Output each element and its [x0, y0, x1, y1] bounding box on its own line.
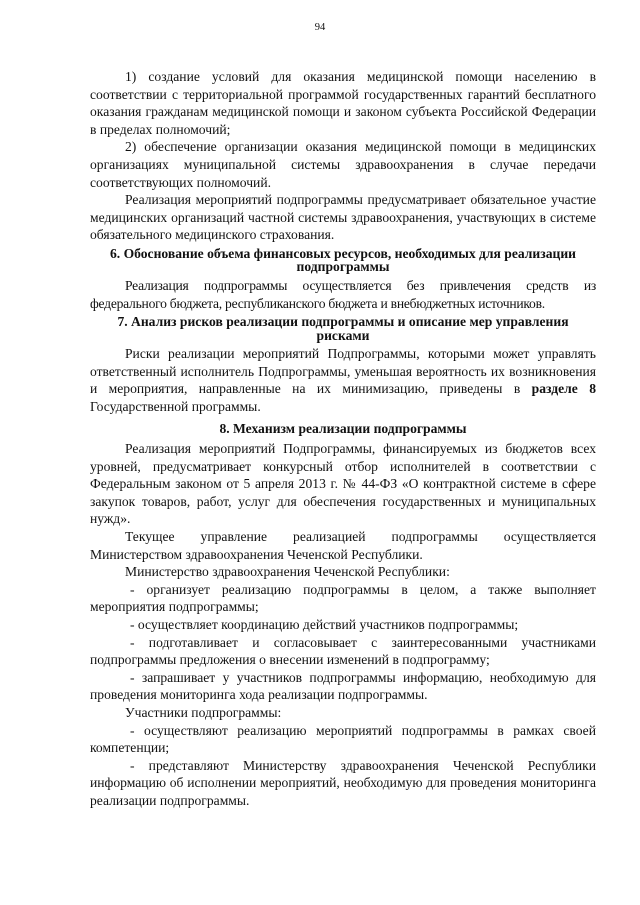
document-body	[90, 68, 596, 809]
paragraph-item-2: 2) обеспечение организации оказания медицинской помощи в медицинских организациях муниципальной системы здравоохранения в случае передачи соответствующих полномочий.	[90, 139, 596, 190]
section-6-heading: 6. Обоснование объема финансовых ресурсов, необходимых для реализации подпрограммы	[109, 245, 577, 275]
paragraph-ministry-intro: Министерство здравоохранения Чеченской Республики:	[125, 564, 450, 580]
participants-duty-report: - представляют Министерству здравоохранения Чеченской Республики информацию об исполнении мероприятий, необходимую для проведения мониторинга реализации подпрограммы.	[90, 757, 596, 808]
risks-text-end: Государственной программы.	[90, 398, 261, 414]
section-8-heading: 8. Механизм реализации подпрограммы	[219, 420, 467, 436]
paragraph-procurement: Реализация мероприятий Подпрограммы, финансируемых из бюджетов всех уровней, предусматривает конкурсный отбор исполнителей в соответствии с Федеральным законом от 5 апреля 2013 г. № 44-ФЗ «О контрактной системе в сфере закупок товаров, работ, услуг для обеспечения государственных и муниципальных нужд».	[90, 441, 596, 527]
ministry-duty-request: - запрашивает у участников подпрограммы информацию, необходимую для проведения мониторинга хода реализации подпрограммы.	[90, 669, 596, 703]
page-number: 94	[314, 22, 326, 33]
paragraph-private-orgs: Реализация мероприятий подпрограммы предусматривает обязательное участие медицинских организаций частной системы здравоохранения, участвующих в системе обязательного медицинского страхования.	[90, 192, 596, 243]
ministry-duty-prepare: - подготавливает и согласовывает с заинтересованными участниками подпрограммы предложения о внесении изменений в подпрограмму;	[90, 634, 596, 668]
paragraph-risks	[90, 345, 596, 415]
paragraph-financing: Реализация подпрограммы осуществляется без привлечения средств из федерального бюджета, республиканского бюджета и внебюджетных источников.	[90, 277, 596, 311]
paragraph-participants-intro: Участники подпрограммы:	[125, 704, 282, 720]
paragraph-item-1: 1) создание условий для оказания медицинской помощи населению в соответствии с территориальной программой государственных гарантий бесплатного оказания гражданам медицинской помощи и законом субъекта Российской Федерации в пределах полномочий;	[90, 69, 596, 137]
ministry-duty-organize: - организует реализацию подпрограммы в целом, а также выполняет мероприятия подпрограммы;	[90, 581, 596, 615]
ministry-duty-coordinate: - осуществляет координацию действий участников подпрограммы;	[130, 616, 519, 632]
section-7-heading: 7. Анализ рисков реализации подпрограммы и описание мер управления рисками	[117, 314, 569, 343]
risks-text-start: Риски реализации мероприятий Подпрограммы, которыми может управлять ответственный исполнитель Подпрограммы, уменьшая вероятность их возникновения и мероприятия, направленные на их минимизацию, приведены в	[90, 346, 596, 397]
participants-duty-implement: - осуществляют реализацию мероприятий подпрограммы в рамках своей компетенции;	[90, 722, 596, 756]
section-reference: разделе 8	[531, 381, 597, 397]
paragraph-current-management: Текущее управление реализацией подпрограммы осуществляется Министерством здравоохранения Чеченской Республики.	[90, 528, 596, 562]
